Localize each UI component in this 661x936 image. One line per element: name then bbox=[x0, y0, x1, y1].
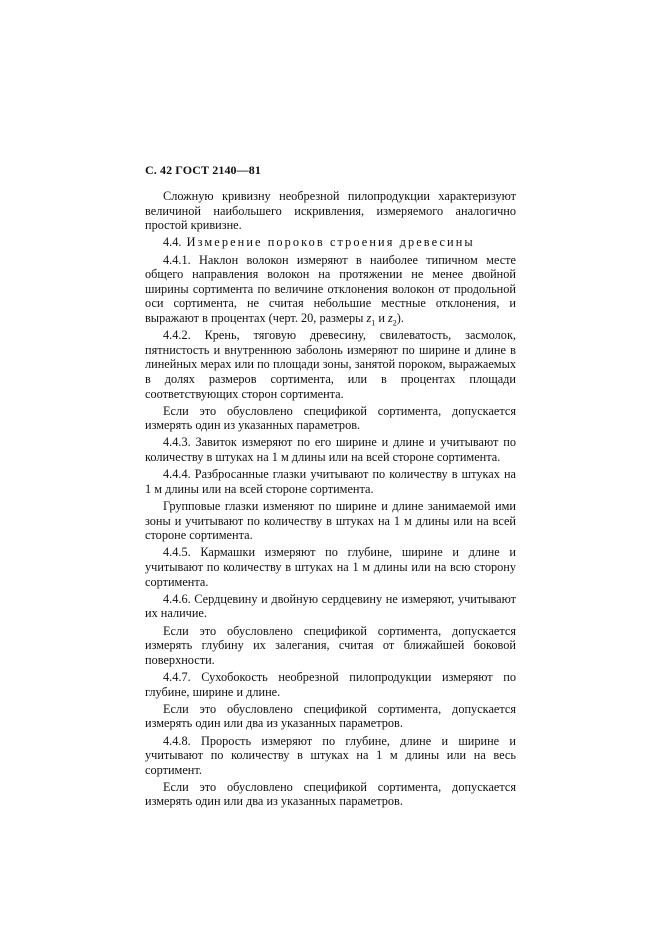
paragraph-4-4-3: 4.4.3. Завиток измеряют по его ширине и длине и учитывают по количеству в штуках на 1 м длины или на всей стороне сортимента. bbox=[145, 435, 516, 465]
subscript-1: 1 bbox=[371, 318, 376, 328]
paragraph-4-4-4-group: Групповые глазки изменяют по ширине и длине занимаемой ими зоны и учитывают по количеству в штуках на 1 м длины или на всей стороне сортимента. bbox=[145, 499, 516, 543]
paragraph-4-4-8-note: Если это обусловлено спецификой сортимента, допускается измерять один или два из указанных параметров. bbox=[145, 779, 516, 809]
paragraph-4-4-7-note: Если это обусловлено спецификой сортимента, допускается измерять один или два из указанных параметров. bbox=[145, 701, 516, 731]
symbol-z2: z bbox=[388, 310, 393, 325]
section-number: 4.4. bbox=[163, 235, 182, 250]
paragraph-4-4-1-text: 4.4.1. Наклон волокон измеряют в наиболее типичном месте общего направления волокон на протяжении не менее двойной ширины сортимента по величине отклонения волокон от продольной оси сортимента, не считая небольшие местные отклонения, и выражают в процентах (черт. 20, размеры bbox=[145, 252, 516, 325]
paragraph-4-4-4: 4.4.4. Разбросанные глазки учитывают по количеству в штуках на 1 м длины или на всей стороне сортимента. bbox=[145, 467, 516, 496]
symbol-z1: z bbox=[366, 310, 372, 325]
paragraph-4-4-1-tail: ). bbox=[396, 310, 404, 325]
conjunction: и bbox=[375, 310, 388, 325]
section-title: Измерение пороков строения древесины bbox=[186, 235, 475, 250]
paragraph-4-4-8: 4.4.8. Прорость измеряют по глубине, длине и ширине и учитывают по количеству в штуках на 1 м длины или на весь сортимент. bbox=[145, 733, 516, 777]
paragraph-4-4-5: 4.4.5. Кармашки измеряют по глубине, ширине и длине и учитывают по количеству в штуках на 1 м длины или на всю сторону сортимента. bbox=[145, 545, 516, 589]
paragraph-4-4-7: 4.4.7. Сухобокость необрезной пилопродукции измеряют по глубине, ширине и длине. bbox=[145, 669, 516, 699]
document-body bbox=[145, 189, 516, 812]
subscript-2: 2 bbox=[392, 318, 397, 328]
paragraph-complex-curvature: Сложную кривизну необрезной пилопродукции характеризуют величиной наибольшего искривления, измеряемого аналогично простой кривизне. bbox=[145, 189, 516, 233]
paragraph-4-4-6-note: Если это обусловлено спецификой сортимента, допускается измерять глубину их залегания, считая от ближайшей боковой поверхности. bbox=[145, 623, 516, 667]
section-heading-4-4 bbox=[145, 235, 516, 250]
paragraph-4-4-2: 4.4.2. Крень, тяговую древесину, свилеватость, засмолок, пятнистость и внутреннюю заболонь измеряют по ширине и длине в линейных мерах или по площади зоны, занятой пороком, выражаемых в долях размеров сортимента, или в процентах площади соответствующих сторон сортимента. bbox=[145, 328, 516, 401]
paragraph-4-4-2-note: Если это обусловлено спецификой сортимента, допускается измерять один из указанных параметров. bbox=[145, 403, 516, 433]
paragraph-4-4-6: 4.4.6. Сердцевину и двойную сердцевину не измеряют, учитывают их наличие. bbox=[145, 591, 516, 621]
paragraph-4-4-1 bbox=[145, 253, 516, 326]
page-header: С. 42 ГОСТ 2140—81 bbox=[145, 163, 261, 177]
